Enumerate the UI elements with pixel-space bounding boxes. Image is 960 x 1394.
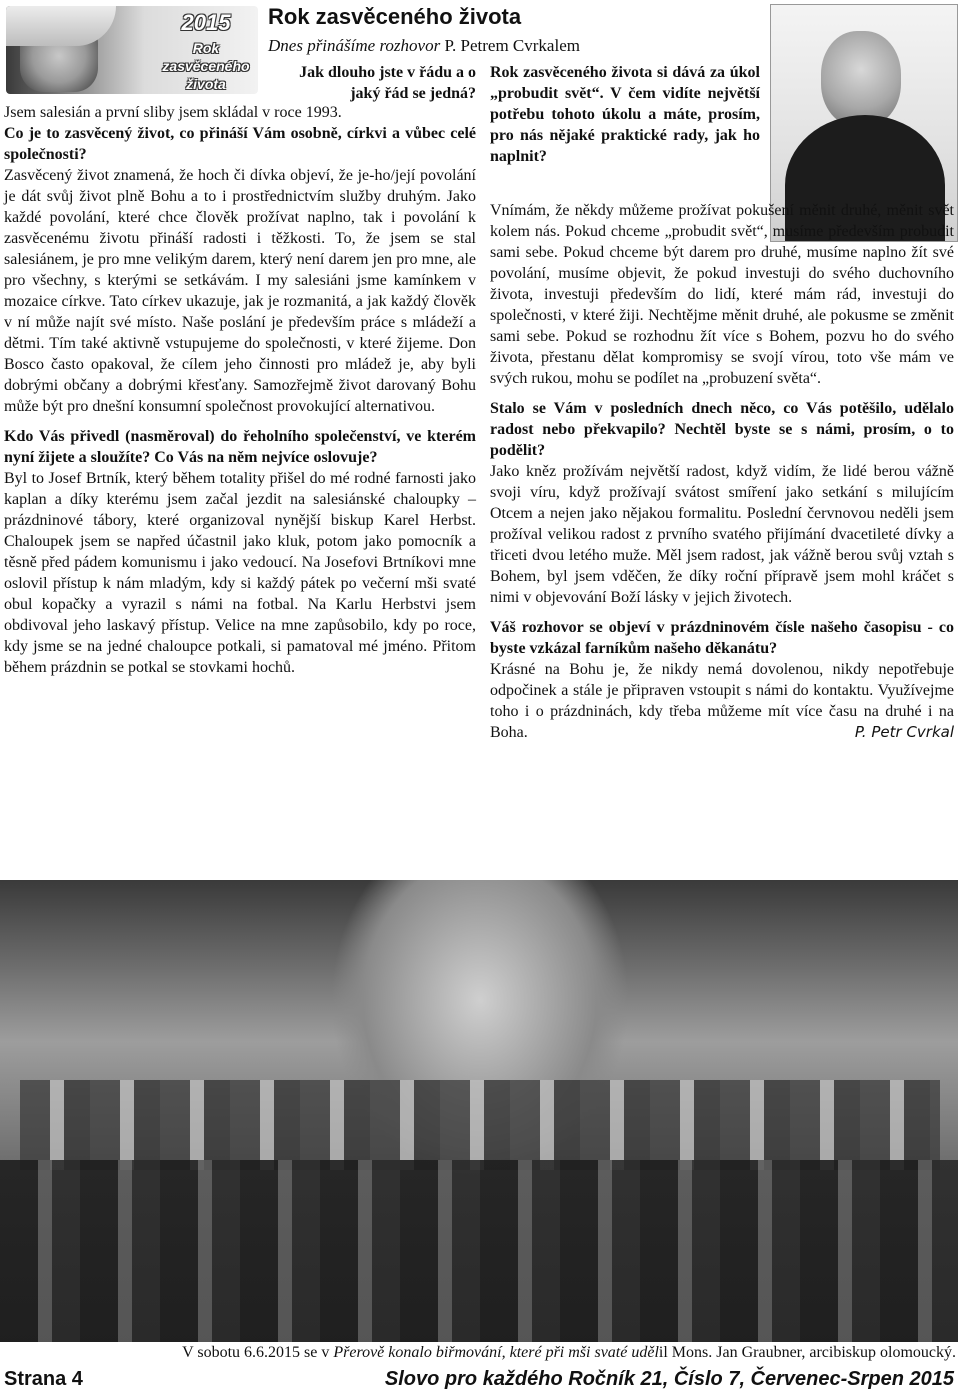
subtitle-italic: Dnes přinášíme rozhovor xyxy=(268,36,441,55)
logo-year: 2015 xyxy=(181,10,231,35)
confirmation-group-photo xyxy=(0,880,958,1342)
answer-3: Byl to Josef Brtník, který během totality přišel do mé rodné farnosti jako kaplan a díky kterému jsem začal jezdit na salesiánské chaloupky – prázdninové tábory, které organizoval nynější biskup Karel Herbst. Chaloupek jsem se napřed účastnil jako kluk, potom jako pomocník a těsně před pádem komunismu i jako vedoucí. Na Josefovi Brtníkovi mne oslovil přístup k nám mladým, kdy si každý pátek po večerní mši svaté obul kopačky a vyrazil s námi na fotbal. Na Karlu Herbstvi jsem obdivoval jeho laskavý přístup. Velice na mne zapůsobilo, kdy po roce, kdy jsme se na jedné chaloupce potkali, si pamatoval mé jméno. Přitom během prázdnin se potkal se stovkami hochů. xyxy=(4,470,476,676)
logo-line-2: zasvěceného xyxy=(162,58,250,74)
subtitle-rest: P. Petrem Cvrkalem xyxy=(440,36,580,55)
left-column xyxy=(4,102,476,678)
front-row-people xyxy=(0,1160,958,1342)
answer-5: Jako kněz prožívám největší radost, když vidím, že lidé berou vážně svoji víru, když prožívají svátost smíření jako setkání s milujícím Otcem a nejen jako nějakou formalitu. Poslední červnovou neděli jsem prožíval velikou radost z prvního svatého přijímání dvacetileté dívky a třiceti dvou letého muže. Měl jsem radost, jak vážně berou svůj vztah s Bohem, byl jsem vděčen, že díky roční přípravě jsem mohl kráčet s nimi v objevování Boží lásky v jejich životech. xyxy=(490,463,954,606)
answer-4: Vnímám, že někdy můžeme prožívat pokušení měnit druhé, měnit svět kolem nás. Pokud chceme „probudit svět“, musíme především probudit sami sebe. Pokud chceme být darem pro druhé, musíme naplno žít své povolání, musíme objevit, že pokud investuji do svého duchovního života, investuji především do lidí, které mám rád, investuji do společnosti, v které žiji. Nechtějme měnit druhé, ale pokusme se změnit sami sebe. Pokud se rozhodnu žít více s Bohem, pozvu ho do svého života, přestanu dělat kompromisy se svojí vírou, toto vše mám ve svých rukou, mohu se podílet na „probuzení světa“. xyxy=(490,202,954,387)
answer-6-text: Krásné na Bohu je, že nikdy nemá dovolenou, nikdy nepotřebuje odpočinek a stále je připraven vstoupit s námi do kontaktu. Využívejme toho i o prázdninách, kdy třeba můžeme mít více času na druhé i na Boha. xyxy=(490,661,954,741)
logo-line-3: života xyxy=(186,76,226,92)
question-1: Jak dlouho jste v řádu a o jaký řád se jedná? xyxy=(299,64,476,102)
right-column xyxy=(490,200,954,743)
photo-caption: V sobotu 6.6.2015 se v Přerově konalo biřmování, které při mši svaté udělil Mons. Jan Graubner, arcibiskup olomoucký. xyxy=(182,1344,956,1361)
logo-veil xyxy=(6,6,116,46)
publication-info: Slovo pro každého Ročník 21, Číslo 7, Červenec-Srpen 2015 xyxy=(384,1368,954,1390)
article-title: Rok zasvěceného života xyxy=(268,4,522,29)
question-6: Váš rozhovor se objeví v prázdninovém čísle našeho časopisu - co byste vzkázal farníkům našeho děkanátu? xyxy=(490,619,954,657)
question-3: Kdo Vás přivedl (nasměroval) do řeholního společenství, ve kterém nyní žijete a sloužíte? Co Vás na něm nejvíce oslovuje? xyxy=(4,428,476,466)
question-4: Rok zasvěceného života si dává za úkol „probudit svět“. V čem vidíte největší potřebu tohoto úkolu a máte, prosím, pro nás nějaké praktické rady, jak ho naplnit? xyxy=(490,64,760,165)
answer-6 xyxy=(490,659,954,743)
page-number: Strana 4 xyxy=(4,1368,83,1390)
portrait-head xyxy=(821,31,901,127)
answer-1: Jsem salesián a první sliby jsem skládal v roce 1993. xyxy=(4,104,342,121)
question-2: Co je to zasvěcený život, co přináší Vám osobně, církvi a vůbec celé společnosti? xyxy=(4,125,476,163)
signature: P. Petr Cvrkal xyxy=(854,723,954,741)
answer-2: Zasvěcený život znamená, že hoch či dívka objeví, že je-ho/její povolání je dát svůj život plně Bohu a to i prostřednictvím služby druhým. Jako každé povolání, které chce člověk prožívat naplno, tak i povolání k zasvěcenému životu přináší radosti i těžkosti. To, že jsem se stal salesiánem, je pro mne velikým darem, který není darem jen pro mne, ale pro všechny, s kterými se setkávám. I my salesiáni jsme kamínkem v mozaice církve. Tato církev ukazuje, jak je rozmanitá, a jak každý člověk v ní může najít své místo. Naše poslání je především práce s mládeží a dětmi. Tím také aktivně vstupujeme do společnosti, v které žijeme. Don Bosco často opakoval, že cílem jeho činnosti pro mládež je, aby byli dobrými občany a dobrými křesťany. Samozřejmě život darovaný Bohu může být pro dnešní konsumní společnost provokující alternativou. xyxy=(4,167,476,415)
year-of-consecrated-life-logo xyxy=(6,6,258,94)
back-row-people xyxy=(20,1080,940,1170)
logo-line-1: Rok xyxy=(192,40,220,56)
article-subtitle xyxy=(268,36,580,56)
question-5: Stalo se Vám v posledních dnech něco, co Vás potěšilo, udělalo radost nebo překvapilo? Nechtěl byste se s námi, prosím, o to podělit? xyxy=(490,400,954,459)
